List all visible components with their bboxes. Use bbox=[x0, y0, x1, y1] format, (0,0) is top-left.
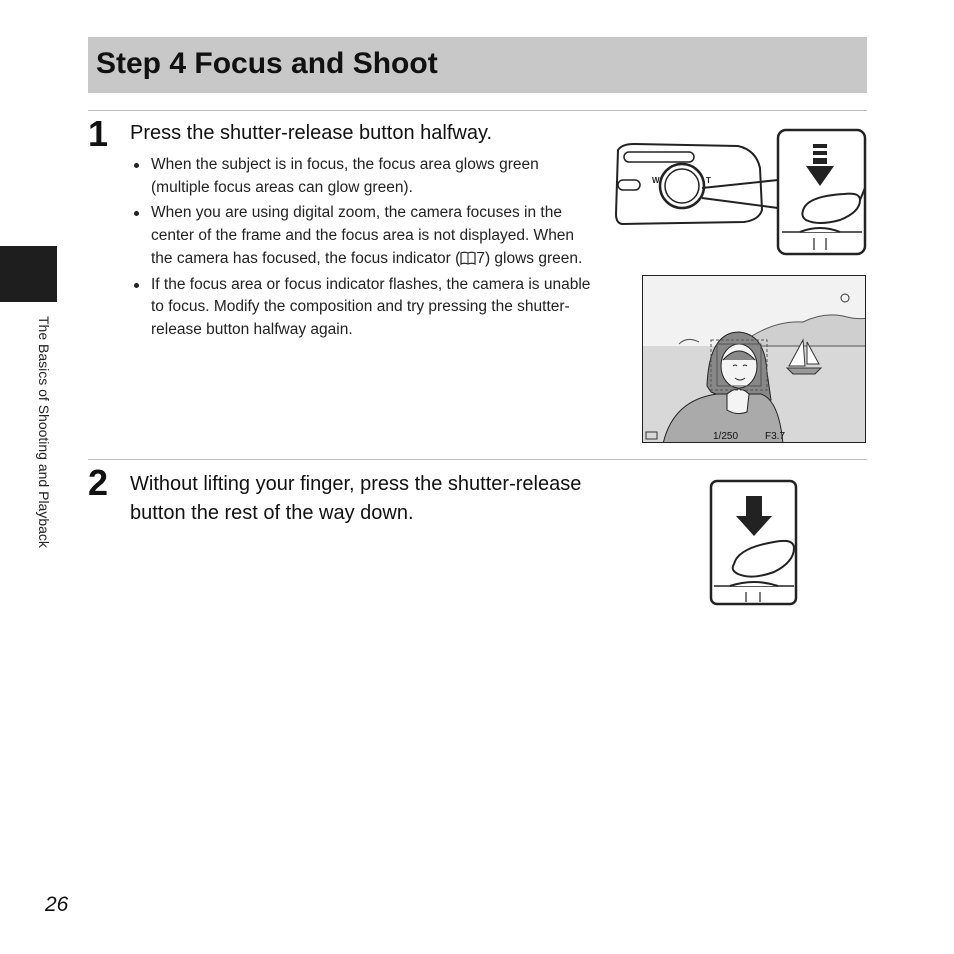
shutter-full-press-illustration bbox=[708, 478, 800, 608]
camera-top-illustration bbox=[614, 128, 868, 256]
book-icon bbox=[460, 247, 476, 270]
page-number: 26 bbox=[45, 893, 69, 916]
tele-label: T bbox=[706, 176, 711, 185]
section-label: The Basics of Shooting and Playback bbox=[36, 316, 52, 548]
camera-screen-illustration bbox=[642, 275, 866, 443]
section-tab bbox=[0, 246, 57, 302]
divider-step-1 bbox=[88, 110, 867, 111]
page-title: Step 4 Focus and Shoot bbox=[96, 47, 438, 80]
aperture-readout: F3.7 bbox=[765, 431, 786, 442]
step-2-number: 2 bbox=[88, 462, 109, 503]
step-1-bullets bbox=[130, 154, 595, 344]
title-bar bbox=[88, 37, 867, 93]
wide-label: W bbox=[652, 176, 660, 185]
shutter-speed-readout: 1/250 bbox=[713, 431, 739, 442]
step-2-heading: Without lifting your finger, press the shutter-release button the rest of the way down. bbox=[130, 473, 582, 524]
divider-step-2 bbox=[88, 459, 867, 460]
step-1-number: 1 bbox=[88, 113, 109, 154]
bullet-item: If the focus area or focus indicator flashes, the camera is unable to focus. Modify the composition and try pressing the shutter-release button halfway again. bbox=[130, 274, 595, 342]
bullet-item: When the subject is in focus, the focus area glows green (multiple focus areas can glow green). bbox=[130, 154, 595, 199]
bullet-item: When you are using digital zoom, the camera focuses in the center of the frame and the focus area is not displayed. When the camera has focused, the focus indicator ( 7) glows green. bbox=[130, 202, 595, 271]
step-1-heading: Press the shutter-release button halfway. bbox=[130, 122, 493, 144]
